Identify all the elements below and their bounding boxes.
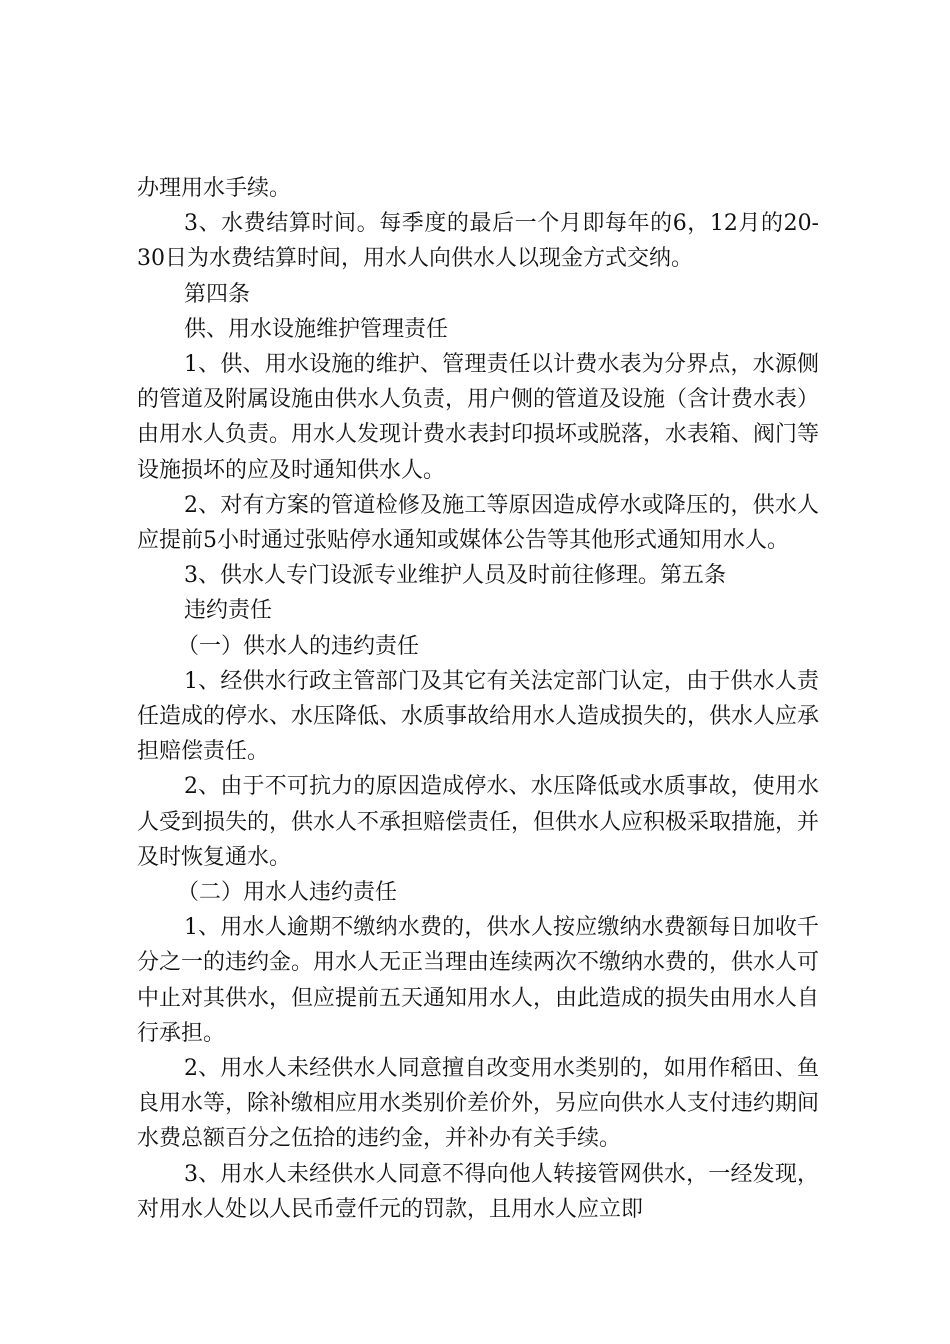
article-four-title: 供、用水设施维护管理责任 <box>184 316 449 342</box>
paragraph-late-payment: 1、用水人逾期不缴纳水费的，供水人按应缴纳水费额每日加收千分之一的违约金。用水人无正当理由连续两次不缴纳水费的，供水人可中止对其供水，但应提前五天通知用水人，由此造成的损失由用水人自行承担。 <box>137 915 820 1046</box>
document-body <box>137 171 819 1227</box>
paragraph-maintenance-boundary: 1、供、用水设施的维护、管理责任以计费水表为分界点，水源侧的管道及附属设施由供水人负责，用户侧的管道及设施（含计费水表）由用水人负责。用水人发现计费水表封印损坏或脱落，水表箱、阀门等设施损坏的应及时通知供水人。 <box>137 352 820 483</box>
section-user-liability: （二）用水人违约责任 <box>177 880 398 906</box>
paragraph-continuation: 办理用水手续。 <box>137 176 292 201</box>
section-supplier-liability: （一）供水人的违约责任 <box>177 633 420 659</box>
paragraph-billing-time: 3、水费结算时间。每季度的最后一个月即每年的6，12月的20-30日为水费结算时间，用水人向供水人以现金方式交纳。 <box>137 211 819 272</box>
paragraph-unauthorized-transfer: 3、用水人未经供水人同意不得向他人转接管网供水，一经发现，对用水人处以人民币壹仟元的罚款，且用水人应立即 <box>137 1161 819 1222</box>
paragraph-planned-outage: 2、对有方案的管道检修及施工等原因造成停水或降压的，供水人应提前5小时通过张贴停水通知或媒体公告等其他形式通知用水人。 <box>137 492 819 554</box>
article-four-heading: 第四条 <box>184 281 251 307</box>
paragraph-supplier-compensation: 1、经供水行政主管部门及其它有关法定部门认定，由于供水人责任造成的停水、水压降低、水质事故给用水人造成损失的，供水人应承担赔偿责任。 <box>137 668 820 765</box>
paragraph-force-majeure: 2、由于不可抗力的原因造成停水、水压降低或水质事故，使用水人受到损失的，供水人不承担赔偿责任，但供水人应积极采取措施，并及时恢复通水。 <box>137 774 820 870</box>
article-five-title: 违约责任 <box>184 598 273 624</box>
paragraph-repair-staff: 3、供水人专门设派专业维护人员及时前往修理。第五条 <box>184 563 726 589</box>
paragraph-usage-change: 2、用水人未经供水人同意擅自改变用水类别的，如用作稻田、鱼良用水等，除补缴相应用水类别价差价外，另应向供水人支付违约期间水费总额百分之伍拾的违约金，并补办有关手续。 <box>137 1056 820 1152</box>
